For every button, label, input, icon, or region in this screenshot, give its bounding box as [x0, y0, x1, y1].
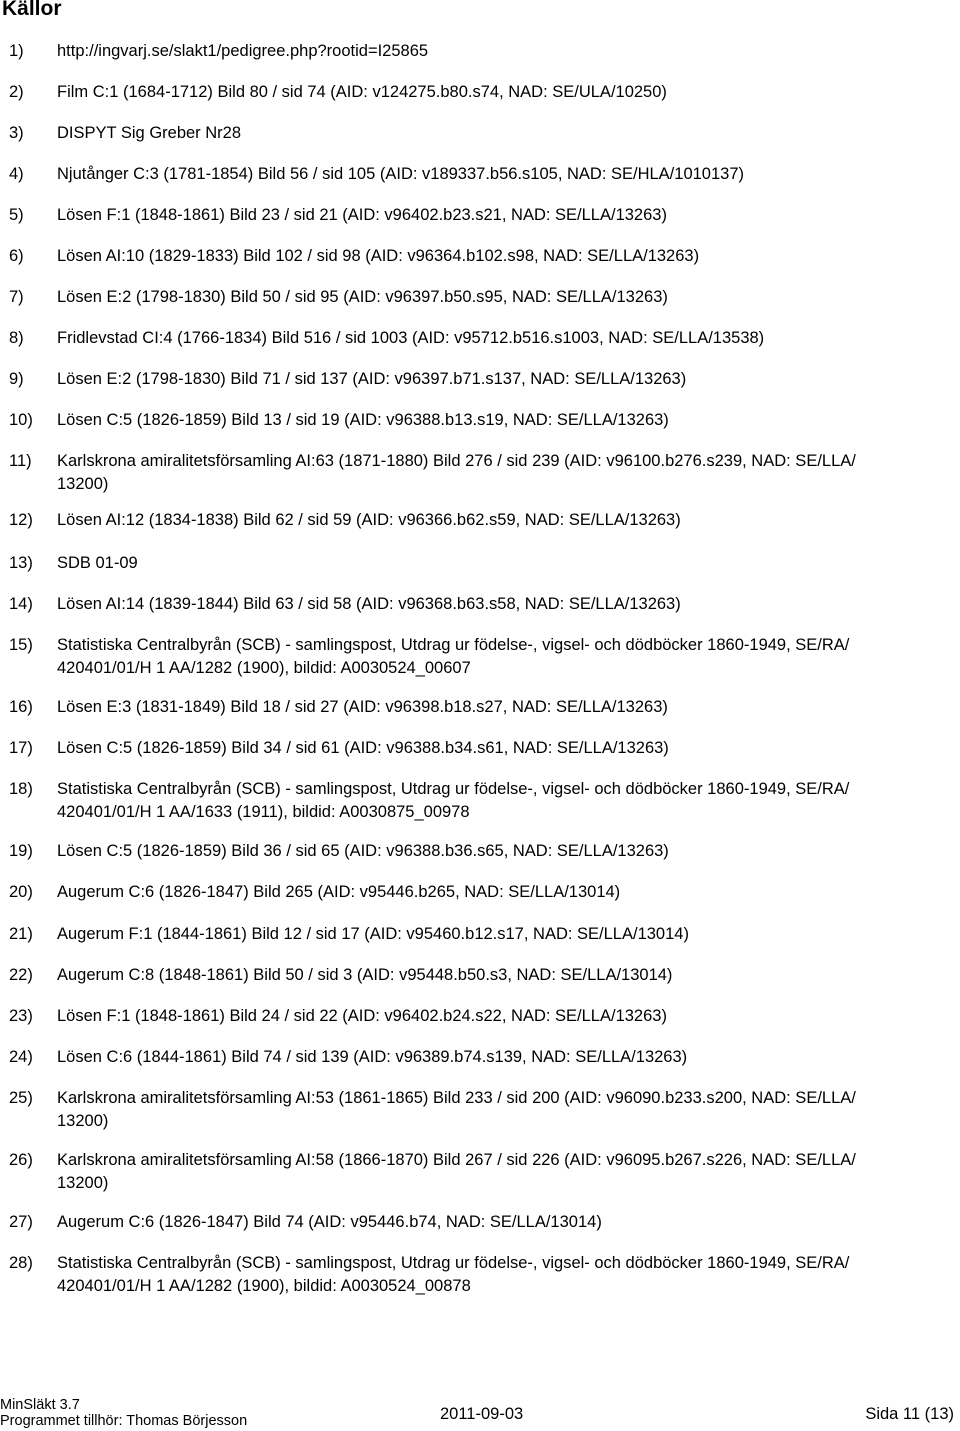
source-text [57, 1087, 957, 1133]
source-text: Augerum C:8 (1848-1861) Bild 50 / sid 3 (AID: v95448.b50.s3, NAD: SE/LLA/13014) [57, 966, 673, 984]
source-text [57, 450, 957, 496]
source-text: Lösen F:1 (1848-1861) Bild 23 / sid 21 (AID: v96402.b23.s21, NAD: SE/LLA/13263) [57, 206, 667, 224]
source-text: Lösen C:5 (1826-1859) Bild 13 / sid 19 (AID: v96388.b13.s19, NAD: SE/LLA/13263) [57, 411, 669, 429]
source-number: 2) [9, 83, 24, 101]
source-text-line2: 420401/01/H 1 AA/1282 (1900), bildid: A0030524_00607 [57, 659, 471, 677]
source-text-line2: 13200) [57, 1112, 109, 1130]
source-text: Augerum C:6 (1826-1847) Bild 74 (AID: v95446.b74, NAD: SE/LLA/13014) [57, 1213, 602, 1231]
source-text [57, 1149, 957, 1195]
source-number: 9) [9, 370, 24, 388]
source-number: 26) [9, 1151, 33, 1169]
source-number: 14) [9, 595, 33, 613]
footer-page-number: Sida 11 (13) [865, 1405, 954, 1423]
source-text: Lösen F:1 (1848-1861) Bild 24 / sid 22 (AID: v96402.b24.s22, NAD: SE/LLA/13263) [57, 1007, 667, 1025]
source-text: Lösen AI:12 (1834-1838) Bild 62 / sid 59 (AID: v96366.b62.s59, NAD: SE/LLA/13263) [57, 511, 681, 529]
source-number: 19) [9, 842, 33, 860]
source-text: Film C:1 (1684-1712) Bild 80 / sid 74 (AID: v124275.b80.s74, NAD: SE/ULA/10250) [57, 83, 667, 101]
source-text [57, 634, 957, 680]
source-text: Augerum C:6 (1826-1847) Bild 265 (AID: v95446.b265, NAD: SE/LLA/13014) [57, 883, 621, 901]
source-number: 25) [9, 1089, 33, 1107]
source-number: 20) [9, 883, 33, 901]
source-text-line1: Karlskrona amiralitetsförsamling AI:58 (1866-1870) Bild 267 / sid 226 (AID: v96095.b267.s226, NAD: SE/LLA/ [57, 1151, 856, 1169]
source-text-line1: Statistiska Centralbyrån (SCB) - samlingspost, Utdrag ur födelse-, vigsel- och dödböcker 1860-1949, SE/RA/ [57, 780, 850, 798]
source-number: 1) [9, 42, 24, 60]
source-text: Lösen AI:10 (1829-1833) Bild 102 / sid 98 (AID: v96364.b102.s98, NAD: SE/LLA/13263) [57, 247, 700, 265]
source-number: 7) [9, 288, 24, 306]
source-text: Lösen E:2 (1798-1830) Bild 50 / sid 95 (AID: v96397.b50.s95, NAD: SE/LLA/13263) [57, 288, 668, 306]
source-number: 21) [9, 925, 33, 943]
source-text-line2: 13200) [57, 475, 109, 493]
source-number: 24) [9, 1048, 33, 1066]
source-number: 10) [9, 411, 33, 429]
source-number: 15) [9, 636, 33, 654]
source-text: Njutånger C:3 (1781-1854) Bild 56 / sid 105 (AID: v189337.b56.s105, NAD: SE/HLA/1010137) [57, 165, 744, 183]
footer-owner: Programmet tillhör: Thomas Börjesson [0, 1413, 248, 1429]
source-number: 22) [9, 966, 33, 984]
source-text: Lösen AI:14 (1839-1844) Bild 63 / sid 58 (AID: v96368.b63.s58, NAD: SE/LLA/13263) [57, 595, 681, 613]
source-text-line1: Karlskrona amiralitetsförsamling AI:63 (1871-1880) Bild 276 / sid 239 (AID: v96100.b276.s239, NAD: SE/LLA/ [57, 452, 856, 470]
source-text: Lösen C:5 (1826-1859) Bild 34 / sid 61 (AID: v96388.b34.s61, NAD: SE/LLA/13263) [57, 739, 669, 757]
source-number: 5) [9, 206, 24, 224]
source-number: 12) [9, 511, 33, 529]
source-text: DISPYT Sig Greber Nr28 [57, 124, 242, 142]
source-number: 28) [9, 1254, 33, 1272]
source-text: Lösen C:6 (1844-1861) Bild 74 / sid 139 (AID: v96389.b74.s139, NAD: SE/LLA/13263) [57, 1048, 688, 1066]
source-text-line1: Karlskrona amiralitetsförsamling AI:53 (1861-1865) Bild 233 / sid 200 (AID: v96090.b233.s200, NAD: SE/LLA/ [57, 1089, 856, 1107]
source-text-line1: Statistiska Centralbyrån (SCB) - samlingspost, Utdrag ur födelse-, vigsel- och dödböcker 1860-1949, SE/RA/ [57, 636, 850, 654]
source-number: 3) [9, 124, 24, 142]
source-text-line2: 13200) [57, 1174, 109, 1192]
page-title: Källor [2, 0, 62, 20]
source-number: 18) [9, 780, 33, 798]
source-text-line1: Statistiska Centralbyrån (SCB) - samlingspost, Utdrag ur födelse-, vigsel- och dödböcker 1860-1949, SE/RA/ [57, 1254, 850, 1272]
source-text: Augerum F:1 (1844-1861) Bild 12 / sid 17 (AID: v95460.b12.s17, NAD: SE/LLA/13014) [57, 925, 689, 943]
source-text [57, 1252, 957, 1298]
source-text: Lösen C:5 (1826-1859) Bild 36 / sid 65 (AID: v96388.b36.s65, NAD: SE/LLA/13263) [57, 842, 669, 860]
source-number: 17) [9, 739, 33, 757]
source-text-line2: 420401/01/H 1 AA/1633 (1911), bildid: A0030875_00978 [57, 803, 470, 821]
source-text: Lösen E:2 (1798-1830) Bild 71 / sid 137 (AID: v96397.b71.s137, NAD: SE/LLA/13263) [57, 370, 687, 388]
source-text: SDB 01-09 [57, 554, 138, 572]
source-text: Lösen E:3 (1831-1849) Bild 18 / sid 27 (AID: v96398.b18.s27, NAD: SE/LLA/13263) [57, 698, 668, 716]
source-number: 4) [9, 165, 24, 183]
source-number: 27) [9, 1213, 33, 1231]
source-number: 8) [9, 329, 24, 347]
source-text [57, 778, 957, 824]
source-number: 6) [9, 247, 24, 265]
source-text: http://ingvarj.se/slakt1/pedigree.php?rootid=I25865 [57, 42, 429, 60]
source-text: Fridlevstad CI:4 (1766-1834) Bild 516 / sid 1003 (AID: v95712.b516.s1003, NAD: SE/LLA/13538) [57, 329, 765, 347]
source-number: 23) [9, 1007, 33, 1025]
footer-date: 2011-09-03 [440, 1405, 524, 1423]
source-number: 11) [9, 452, 32, 470]
source-number: 16) [9, 698, 33, 716]
source-number: 13) [9, 554, 33, 572]
footer-app-name: MinSläkt 3.7 [0, 1397, 80, 1413]
source-text-line2: 420401/01/H 1 AA/1282 (1900), bildid: A0030524_00878 [57, 1277, 471, 1295]
